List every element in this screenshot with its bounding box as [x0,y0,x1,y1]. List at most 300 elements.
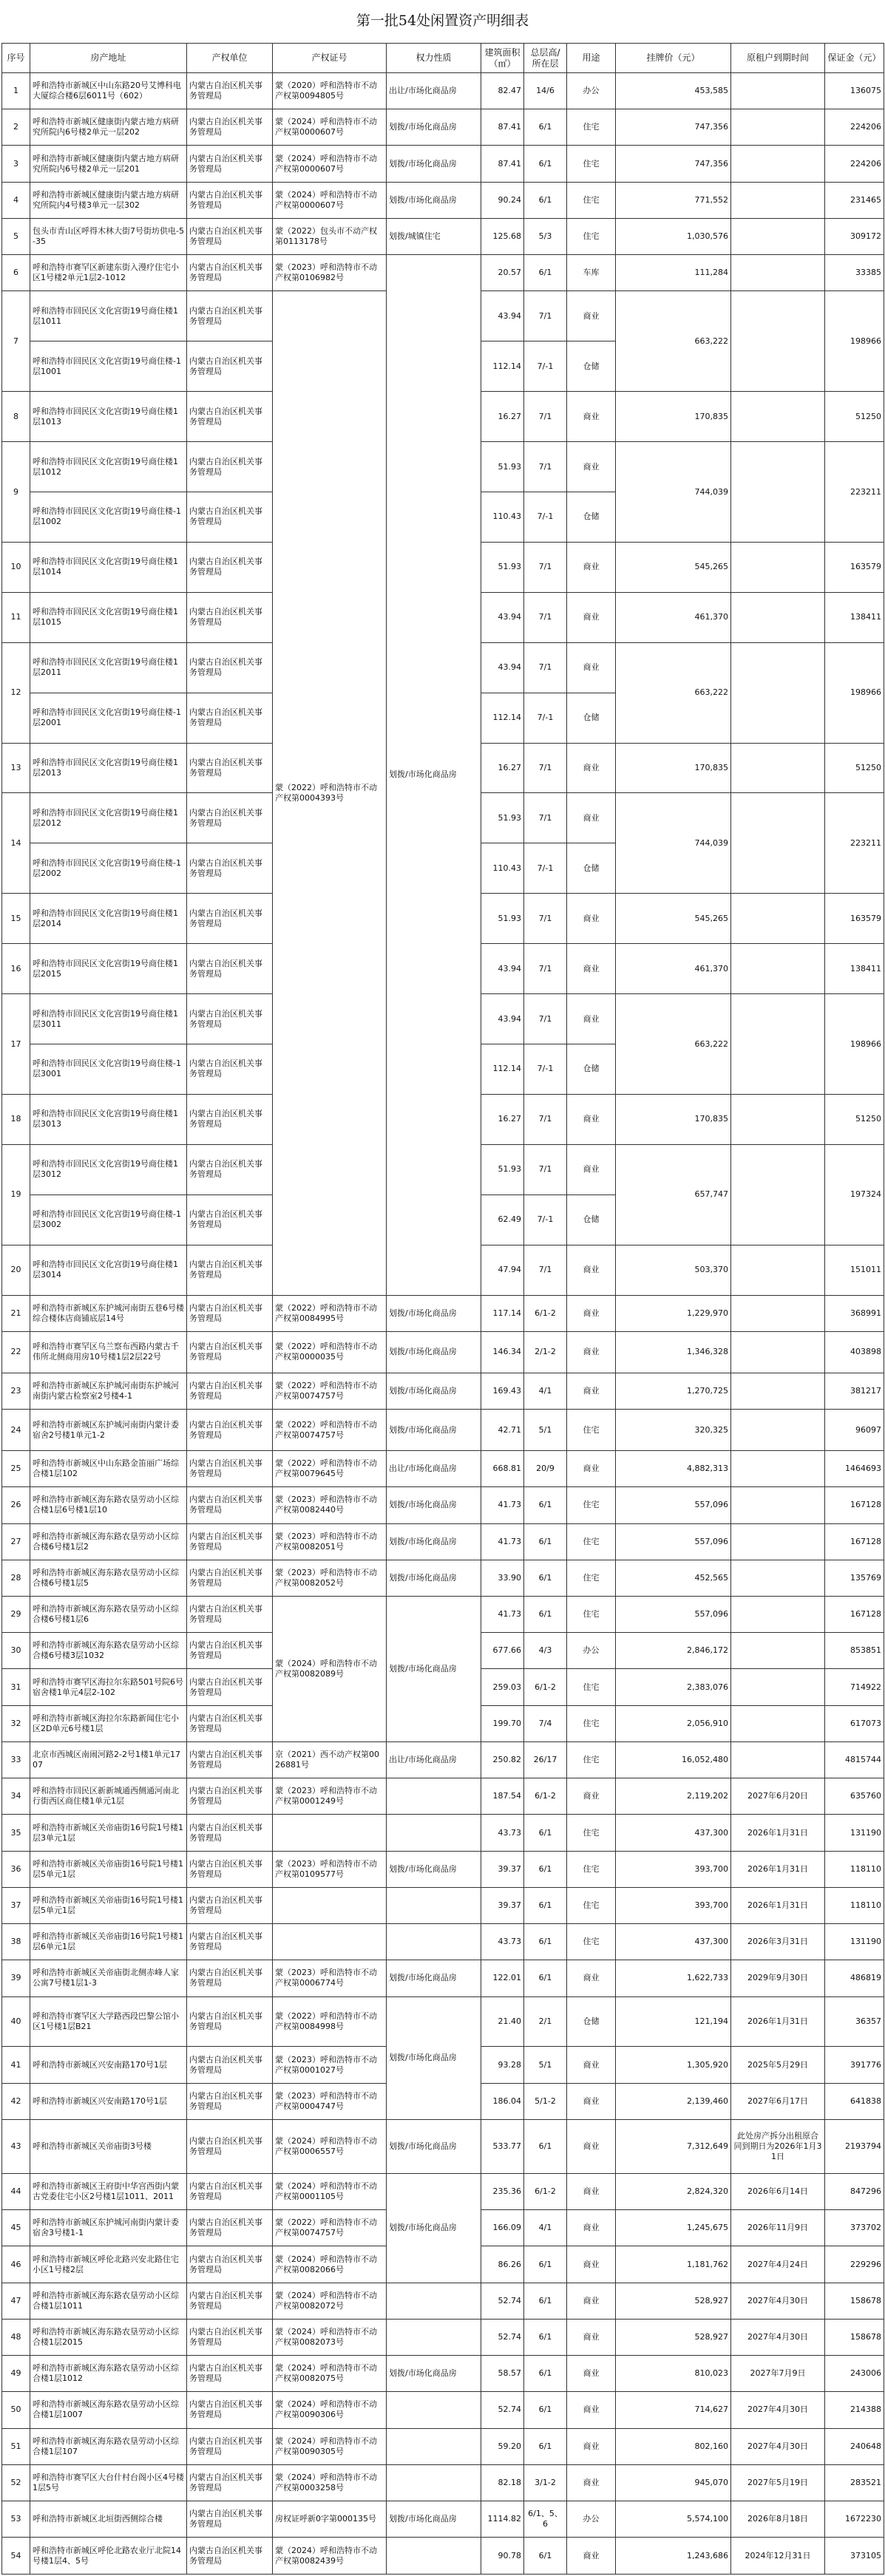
table-cell: 商业 [567,1094,616,1144]
table-cell: 呼和浩特市新城区东护城河南街五巷6号楼综合楼体店商铺底层14号 [30,1295,187,1331]
table-cell: 24 [2,1410,30,1451]
table-cell: 商业 [567,944,616,994]
table-cell: 7/1 [524,994,567,1044]
table-row [2,1960,884,1996]
table-cell: 内蒙古自治区机关事务管理局 [187,2464,273,2501]
table-cell: 503,370 [616,1245,731,1295]
table-cell: 呼和浩特市回民区文化宫街19号商住楼1层2015 [30,944,187,994]
table-cell: 划拨/市场化商品房 [387,1331,481,1373]
table-cell: 办公 [567,2501,616,2538]
table-cell: 166.09 [481,2210,524,2246]
table-cell: 110.43 [481,492,524,543]
table-cell: 7/-1 [524,1194,567,1245]
table-cell: 224206 [825,109,884,146]
table-cell: 内蒙古自治区机关事务管理局 [187,2173,273,2209]
table-cell: 158678 [825,2319,884,2355]
table-cell: 16 [2,944,30,994]
table-cell: 住宅 [567,218,616,254]
table-cell: 蒙（2024）呼和浩特市不动产权第0000607号 [273,146,387,182]
table-cell [731,1597,825,1633]
table-cell: 39.37 [481,1851,524,1887]
table-cell: 出让/市场化商品房 [387,1451,481,1487]
table-cell: 呼和浩特市新城区关帝庙街16号院1号楼1层5单元1层 [30,1887,187,1923]
table-cell: 167128 [825,1487,884,1523]
table-cell: 划拨/市场化商品房 [387,1560,481,1596]
table-cell: 车库 [567,255,616,291]
table-cell: 住宅 [567,1924,616,1960]
table-cell: 2026年6月14日 [731,2173,825,2209]
table-cell [731,1705,825,1741]
table-cell: 87.41 [481,146,524,182]
table-cell: 1 [2,73,30,109]
table-cell: 蒙（2024）呼和浩特市不动产权第0082089号 [273,1597,387,1742]
table-row [2,2356,884,2392]
table-cell: 蒙（2023）呼和浩特市不动产权第0082052号 [273,1560,387,1596]
table-cell: 内蒙古自治区机关事务管理局 [187,182,273,218]
table-row [2,1373,884,1409]
table-cell: 1672230 [825,2501,884,2538]
table-cell: 呼和浩特市新城区海东路农垦劳动小区综合楼6号楼1层6 [30,1597,187,1633]
table-cell: 381217 [825,1373,884,1409]
table-cell: 14 [2,793,30,894]
table-cell: 包头市青山区呼得木林大街7号街坊供电-5-35 [30,218,187,254]
table-cell: 23 [2,1373,30,1409]
table-cell: 545,265 [616,894,731,944]
table-cell: 商业 [567,2392,616,2428]
table-cell: 5/1 [524,1410,567,1451]
table-cell: 7/-1 [524,843,567,894]
table-cell: 划拨/市场化商品房 [387,1373,481,1409]
table-cell: 划拨/市场化商品房 [387,255,481,1295]
table-cell: 划拨/市场化商品房 [387,109,481,146]
table-cell: 蒙（2024）呼和浩特市不动产权第0006557号 [273,2119,387,2173]
table-cell: 商业 [567,2083,616,2119]
table-cell: 呼和浩特市回民区文化宫街19号商住楼-1层1002 [30,492,187,543]
table-cell: 7/1 [524,1144,567,1194]
table-cell: 内蒙古自治区机关事务管理局 [187,73,273,109]
table-cell: 蒙（2024）呼和浩特市不动产权第0000607号 [273,109,387,146]
table-cell: 划拨/城镇住宅 [387,218,481,254]
table-cell: 51.93 [481,442,524,492]
table-cell: 437,300 [616,1924,731,1960]
table-cell: 51250 [825,1094,884,1144]
table-cell: 5/1-2 [524,2083,567,2119]
table-cell [731,291,825,392]
table-cell: 蒙（2022）呼和浩特市不动产权第0000035号 [273,1331,387,1373]
table-cell: 31 [2,1669,30,1705]
table-cell: 5/1 [524,2047,567,2083]
table-cell: 51250 [825,392,884,442]
table-row [2,1331,884,1373]
table-cell: 7,312,649 [616,2119,731,2173]
table-cell: 714,627 [616,2392,731,2428]
table-cell: 呼和浩特市回民区文化宫街19号商住楼1层1011 [30,291,187,341]
table-cell: 49 [2,2356,30,2392]
table-cell: 16,052,480 [616,1741,731,1778]
table-cell: 6/1 [524,2538,567,2575]
table-cell: 117.14 [481,1295,524,1331]
table-cell: 7/1 [524,442,567,492]
table-row [2,2119,884,2173]
table-cell: 2,383,076 [616,1669,731,1705]
table-cell [387,2319,481,2355]
table-cell [731,1094,825,1144]
table-cell: 668.81 [481,1451,524,1487]
table-cell: 划拨/市场化商品房 [387,2356,481,2392]
table-cell: 呼和浩特市回民区文化宫街19号商住楼-1层3001 [30,1044,187,1095]
table-cell: 243006 [825,2356,884,2392]
table-row [2,1741,884,1778]
table-cell: 5/3 [524,218,567,254]
table-cell: 6/1 [524,1924,567,1960]
table-cell: 蒙（2024）呼和浩特市不动产权第0082066号 [273,2246,387,2283]
table-cell: 6/1、5、6 [524,2501,567,2538]
table-cell: 内蒙古自治区机关事务管理局 [187,1960,273,1996]
table-cell: 2024年12月31日 [731,2538,825,2575]
table-cell: 6/1 [524,146,567,182]
table-cell: 146.34 [481,1331,524,1373]
table-cell: 320,325 [616,1410,731,1451]
table-cell: 138411 [825,592,884,642]
table-cell: 呼和浩特市新城区海东路农垦劳动小区综合楼1层6号楼1层10 [30,1487,187,1523]
table-cell: 528,927 [616,2319,731,2355]
table-cell [273,1887,387,1923]
table-cell: 蒙（2022）呼和浩特市不动产权第0084995号 [273,1295,387,1331]
table-cell: 6/1 [524,1560,567,1596]
table-cell: 3/1-2 [524,2464,567,2501]
table-cell: 内蒙古自治区机关事务管理局 [187,1523,273,1560]
table-cell: 商业 [567,2319,616,2355]
table-cell: 169.43 [481,1373,524,1409]
table-cell: 93.28 [481,2047,524,2083]
table-cell: 1,622,733 [616,1960,731,1996]
table-cell: 52.74 [481,2392,524,2428]
table-cell: 内蒙古自治区机关事务管理局 [187,1705,273,1741]
table-cell: 391776 [825,2047,884,2083]
table-cell: 8 [2,392,30,442]
table-cell: 出让/市场化商品房 [387,1741,481,1778]
table-cell: 内蒙古自治区机关事务管理局 [187,1331,273,1373]
table-cell: 90.24 [481,182,524,218]
table-cell: 划拨/市场化商品房 [387,1996,481,2119]
table-cell: 802,160 [616,2428,731,2464]
table-cell: 蒙（2023）呼和浩特市不动产权第0082051号 [273,1523,387,1560]
table-cell: 122.01 [481,1960,524,1996]
table-cell: 1114.82 [481,2501,524,2538]
table-cell: 6/1 [524,109,567,146]
table-cell: 403898 [825,1331,884,1373]
table-cell: 呼和浩特市回民区文化宫街19号商住楼1层2014 [30,894,187,944]
table-cell: 528,927 [616,2283,731,2319]
table-cell: 呼和浩特市回民区文化宫街19号商住楼1层1014 [30,542,187,592]
table-cell: 1,243,686 [616,2538,731,2575]
table-cell: 2025年5月29日 [731,2047,825,2083]
table-cell: 内蒙古自治区机关事务管理局 [187,1373,273,1409]
table-cell: 10 [2,542,30,592]
table-cell: 此处房产拆分出租原合同到期日为2026年1月31日 [731,2119,825,2173]
table-cell: 677.66 [481,1633,524,1669]
table-cell: 240648 [825,2428,884,2464]
table-cell: 内蒙古自治区机关事务管理局 [187,1669,273,1705]
table-cell: 蒙（2024）呼和浩特市不动产权第0090305号 [273,2428,387,2464]
table-cell [731,743,825,793]
table-cell: 商业 [567,642,616,693]
table-cell: 蒙（2022）呼和浩特市不动产权第0084998号 [273,1996,387,2047]
table-cell: 7/-1 [524,341,567,392]
table-cell: 2,846,172 [616,1633,731,1669]
table-cell: 内蒙古自治区机关事务管理局 [187,2538,273,2575]
table-cell: 呼和浩特市回民区文化宫街19号商住楼1层1015 [30,592,187,642]
table-cell: 2/1-2 [524,1331,567,1373]
table-cell: 2,056,910 [616,1705,731,1741]
table-cell: 54 [2,2538,30,2575]
table-cell: 2/1 [524,1996,567,2047]
table-cell: 蒙（2024）呼和浩特市不动产权第0082075号 [273,2356,387,2392]
table-cell: 内蒙古自治区机关事务管理局 [187,109,273,146]
column-header: 总层高/所在层 [524,44,567,73]
column-header: 序号 [2,44,30,73]
table-cell: 蒙（2022）呼和浩特市不动产权第0004393号 [273,291,387,1295]
table-cell: 蒙（2023）呼和浩特市不动产权第0082440号 [273,1487,387,1523]
table-cell: 呼和浩特市新城区健康街内蒙古地方病研究所院内6号楼2单元一层201 [30,146,187,182]
table-cell: 蒙（2022）呼和浩特市不动产权第0074757号 [273,2210,387,2246]
table-cell: 商业 [567,1960,616,1996]
table-cell: 内蒙古自治区机关事务管理局 [187,1295,273,1331]
table-cell: 16.27 [481,743,524,793]
table-cell: 945,070 [616,2464,731,2501]
table-cell: 2027年6月17日 [731,2083,825,2119]
table-cell: 7/4 [524,1705,567,1741]
table-cell: 呼和浩特市新城区北垣街西侧综合楼 [30,2501,187,2538]
table-cell: 39 [2,1960,30,1996]
table-cell: 51.93 [481,1144,524,1194]
table-cell [731,442,825,543]
table-cell: 2027年4月30日 [731,2428,825,2464]
table-cell: 52.74 [481,2283,524,2319]
table-cell: 蒙（2022）呼和浩特市不动产权第0074757号 [273,1373,387,1409]
table-cell: 453,585 [616,73,731,109]
table-cell: 呼和浩特市新城区呼伦北路兴安北路住宅小区1号楼2层 [30,2246,187,2283]
table-cell: 蒙（2023）呼和浩特市不动产权第0004747号 [273,2083,387,2119]
table-cell: 125.68 [481,218,524,254]
table-cell: 2,119,202 [616,1778,731,1815]
table-row [2,2173,884,2209]
table-cell: 118110 [825,1887,884,1923]
table-cell: 96097 [825,1410,884,1451]
table-cell: 373105 [825,2538,884,2575]
table-cell [731,73,825,109]
table-cell: 呼和浩特市新城区海拉尔东路新闻住宅小区2D单元6号楼1层 [30,1705,187,1741]
table-cell [731,255,825,291]
table-row [2,1996,884,2047]
table-cell: 112.14 [481,341,524,392]
table-cell: 呼和浩特市新城区海东路农垦劳动小区综合楼6号楼1层2 [30,1523,187,1560]
table-cell: 呼和浩特市新城区海东路农垦劳动小区综合楼1层1012 [30,2356,187,2392]
table-cell: 51250 [825,743,884,793]
table-cell: 6/1 [524,2119,567,2173]
table-cell: 810,023 [616,2356,731,2392]
table-cell: 771,552 [616,182,731,218]
table-cell: 住宅 [567,109,616,146]
table-row [2,1924,884,1960]
table-cell: 呼和浩特市新城区关帝庙街16号院1号楼1层5单元1层 [30,1851,187,1887]
table-cell: 内蒙古自治区机关事务管理局 [187,1633,273,1669]
table-cell: 内蒙古自治区机关事务管理局 [187,2356,273,2392]
table-cell [731,944,825,994]
table-cell: 呼和浩特市回民区文化宫街19号商住楼1层1012 [30,442,187,492]
table-cell [731,1669,825,1705]
table-cell: 37 [2,1887,30,1923]
table-cell: 2,139,460 [616,2083,731,2119]
table-cell: 商业 [567,2428,616,2464]
table-cell: 1,181,762 [616,2246,731,2283]
table-cell: 47 [2,2283,30,2319]
table-cell: 呼和浩特市新城区中山东路金笛丽广场综合楼1层102 [30,1451,187,1487]
table-cell: 6/1 [524,1523,567,1560]
table-cell: 41 [2,2047,30,2083]
table-cell: 内蒙古自治区机关事务管理局 [187,843,273,894]
table-cell: 仓储 [567,341,616,392]
table-cell: 29 [2,1597,30,1633]
table-cell: 住宅 [567,1705,616,1741]
table-cell: 43.94 [481,642,524,693]
table-cell: 呼和浩特市新城区海东路农垦劳动小区综合楼6号楼1层5 [30,1560,187,1596]
table-cell: 6/1 [524,182,567,218]
table-cell: 39.37 [481,1887,524,1923]
table-cell: 86.26 [481,2246,524,2283]
table-cell: 商业 [567,1373,616,1409]
table-cell: 划拨/市场化商品房 [387,1851,481,1887]
table-cell: 41.73 [481,1487,524,1523]
table-cell: 内蒙古自治区机关事务管理局 [187,291,273,341]
table-cell: 6/1 [524,2319,567,2355]
table-cell [273,1924,387,1960]
table-cell: 7/1 [524,944,567,994]
table-cell: 48 [2,2319,30,2355]
table-row [2,2283,884,2319]
table-cell: 393,700 [616,1887,731,1923]
table-cell: 内蒙古自治区机关事务管理局 [187,492,273,543]
table-cell: 呼和浩特市回民区文化宫街19号商住楼1层3012 [30,1144,187,1194]
table-cell: 2029年9月30日 [731,1960,825,1996]
table-cell: 30 [2,1633,30,1669]
table-row [2,1778,884,1815]
table-cell: 7/1 [524,894,567,944]
table-cell: 住宅 [567,1669,616,1705]
table-cell: 714922 [825,1669,884,1705]
table-cell [387,2538,481,2575]
table-cell [731,1373,825,1409]
table-cell: 223211 [825,442,884,543]
table-cell: 231465 [825,182,884,218]
table-cell: 商业 [567,2047,616,2083]
table-cell: 635760 [825,1778,884,1815]
table-cell: 12 [2,642,30,743]
table-cell [731,642,825,743]
table-cell: 蒙（2023）呼和浩特市不动产权第0006774号 [273,1960,387,1996]
table-cell: 186.04 [481,2083,524,2119]
table-cell: 138411 [825,944,884,994]
table-cell: 7/-1 [524,693,567,743]
table-cell: 呼和浩特市赛罕区新建东街入漫疗住宅小区1号楼2单元1层2-1012 [30,255,187,291]
asset-table [1,43,884,2575]
table-cell: 蒙（2022）包头市不动产权第0113178号 [273,218,387,254]
table-cell: 7/1 [524,1094,567,1144]
table-cell: 13 [2,743,30,793]
table-cell: 6/1 [524,1487,567,1523]
table-cell: 3 [2,146,30,182]
table-cell: 16.27 [481,392,524,442]
table-cell: 呼和浩特市回民区文化宫街19号商住楼1层2011 [30,642,187,693]
table-cell: 商业 [567,2464,616,2501]
table-cell: 744,039 [616,442,731,543]
table-cell: 住宅 [567,1487,616,1523]
table-cell: 7/1 [524,592,567,642]
table-cell: 16.27 [481,1094,524,1144]
table-cell [731,1144,825,1245]
table-cell: 6/1 [524,1887,567,1923]
table-cell: 呼和浩特市回民区文化宫街19号商住楼1层1013 [30,392,187,442]
table-cell: 住宅 [567,1741,616,1778]
table-cell: 373702 [825,2210,884,2246]
table-cell: 1,270,725 [616,1373,731,1409]
table-cell: 43.73 [481,1924,524,1960]
table-cell: 内蒙古自治区机关事务管理局 [187,2047,273,2083]
table-row [2,1851,884,1887]
table-cell: 呼和浩特市新城区海东路农垦劳动小区综合楼6号楼3层1032 [30,1633,187,1669]
table-row [2,1597,884,1633]
table-cell: 内蒙古自治区机关事务管理局 [187,218,273,254]
table-cell: 呼和浩特市新城区关帝庙街3号楼 [30,2119,187,2173]
table-cell: 2026年11月9日 [731,2210,825,2246]
table-cell: 划拨/市场化商品房 [387,1523,481,1560]
table-cell: 住宅 [567,1523,616,1560]
table-cell: 划拨/市场化商品房 [387,182,481,218]
table-cell: 7/1 [524,291,567,341]
table-cell [731,218,825,254]
table-cell: 内蒙古自治区机关事务管理局 [187,693,273,743]
table-cell: 33385 [825,255,884,291]
table-cell: 4,882,313 [616,1451,731,1487]
table-cell: 20/9 [524,1451,567,1487]
table-cell: 43.94 [481,994,524,1044]
table-cell [387,2428,481,2464]
table-cell: 4/1 [524,2210,567,2246]
table-cell: 6/1-2 [524,1669,567,1705]
table-cell: 划拨/市场化商品房 [387,2119,481,2173]
table-cell: 呼和浩特市回民区文化宫街19号商住楼1层2013 [30,743,187,793]
table-row [2,1560,884,1596]
table-cell: 内蒙古自治区机关事务管理局 [187,1451,273,1487]
table-cell: 197324 [825,1144,884,1245]
table-cell: 2,824,320 [616,2173,731,2209]
table-cell: 36 [2,1851,30,1887]
table-cell: 内蒙古自治区机关事务管理局 [187,994,273,1044]
table-cell: 6/1 [524,2283,567,2319]
table-cell [731,1633,825,1669]
table-cell: 蒙（2022）呼和浩特市不动产权第0074757号 [273,1410,387,1451]
table-cell: 呼和浩特市新城区海东路农垦劳动小区综合楼1层107 [30,2428,187,2464]
table-cell: 111,284 [616,255,731,291]
table-cell: 呼和浩特市回民区文化宫街19号商住楼-1层2002 [30,843,187,894]
table-cell: 划拨/市场化商品房 [387,1487,481,1523]
table-cell: 仓储 [567,843,616,894]
column-header: 原租户到期时间 [731,44,825,73]
table-cell [387,2464,481,2501]
table-cell: 52.74 [481,2319,524,2355]
table-cell: 7/1 [524,642,567,693]
table-cell: 蒙（2023）呼和浩特市不动产权第0001249号 [273,1778,387,1815]
